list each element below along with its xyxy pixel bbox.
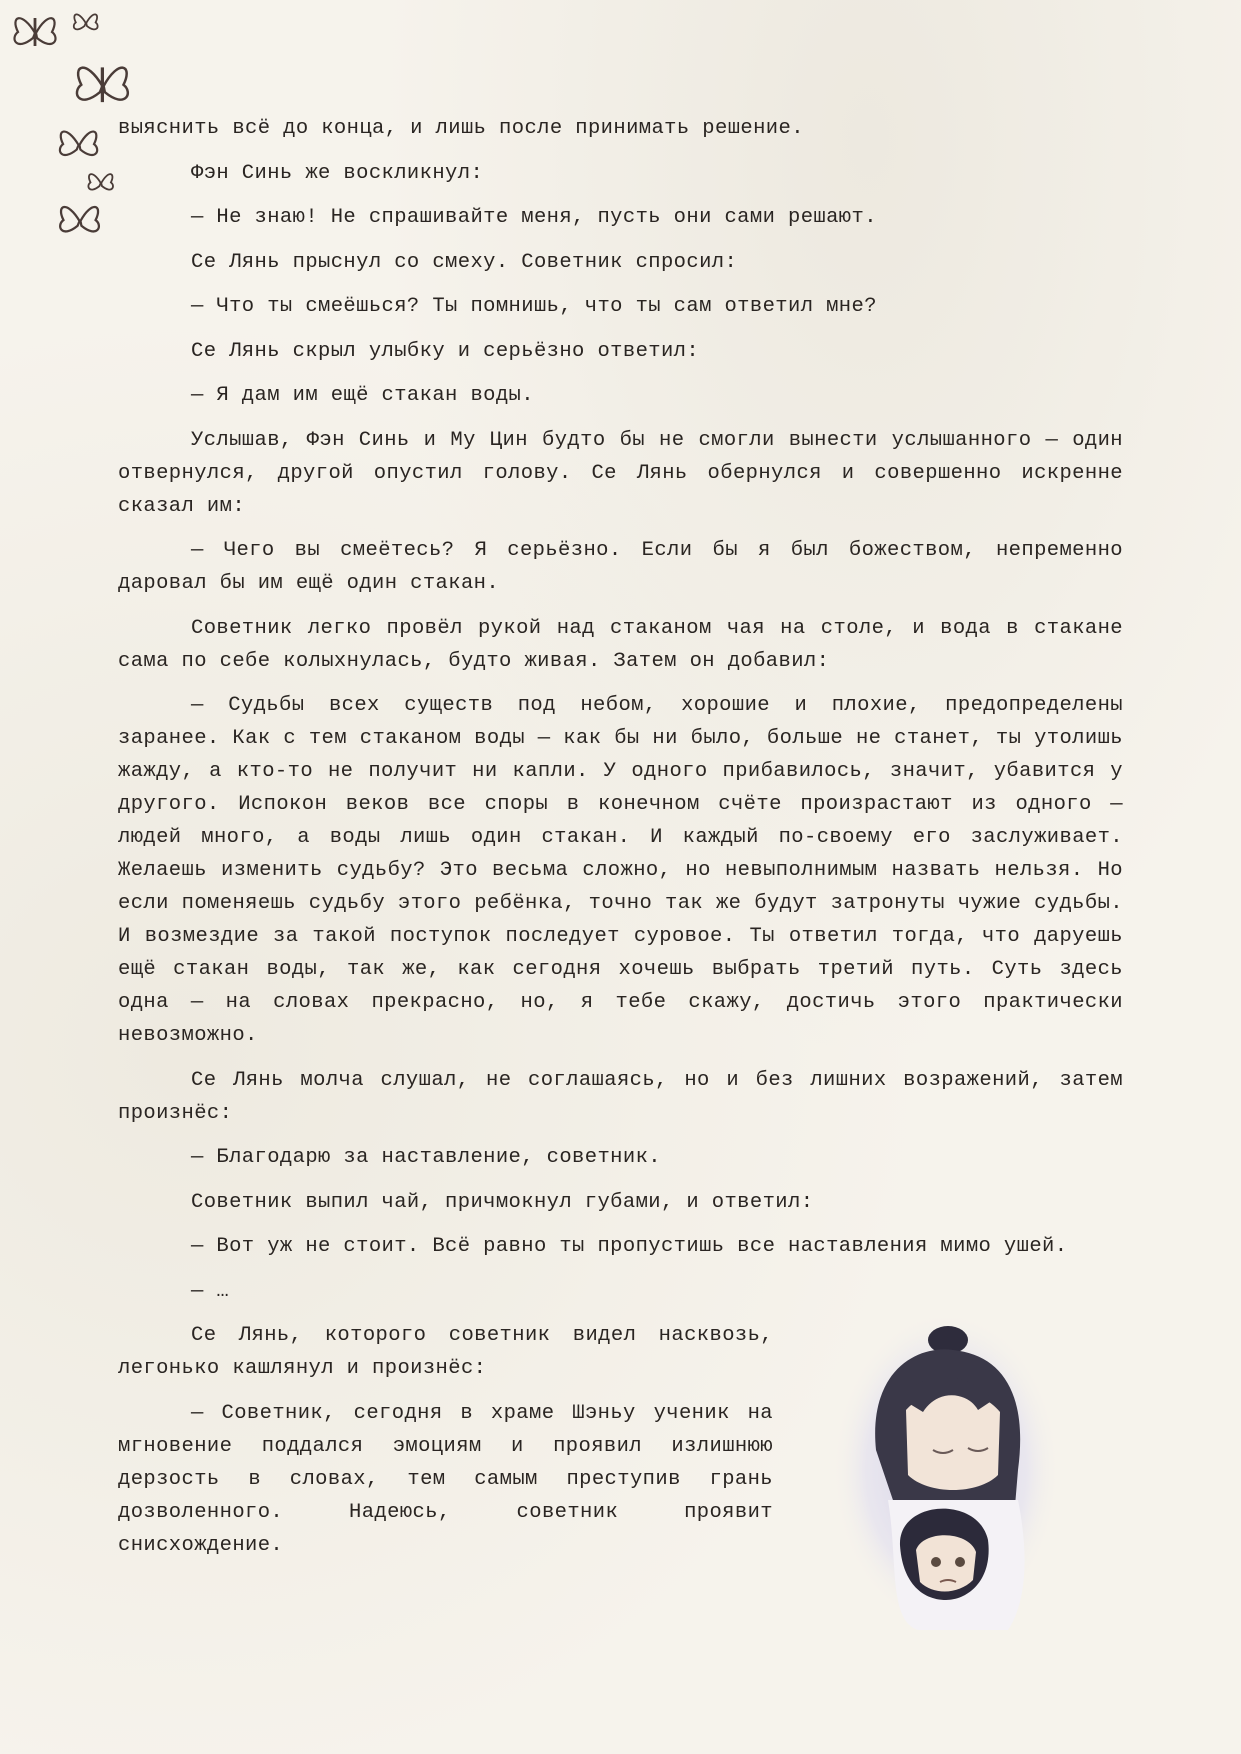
paragraph: — Советник, сегодня в храме Шэньу ученик на мгновение поддался эмоциям и проявил излишнюю дерзость в словах, тем самым преступив грань дозволенного. Надеюсь, советник проявит снисхождение.	[118, 1401, 773, 1557]
paragraph: — Не знаю! Не спрашивайте меня, пусть они сами решают.	[191, 206, 877, 229]
butterfly-icon	[54, 122, 104, 168]
butterfly-icon	[54, 196, 106, 246]
paragraph: Се Лянь скрыл улыбку и серьёзно ответил:	[191, 339, 700, 363]
paragraph: — Судьбы всех существ под небом, хорошие и плохие, предопределены заранее. Как с тем стаканом воды — как бы ни было, больше не станет, ты утолишь жажду, а кто-то не получит ни капли. У одного прибавилось, значит, убавится у другого. Испокон веков все споры в конечном счёте произрастают из одного — людей много, а воды лишь один стакан. И каждый по-своему его заслуживает. Желаешь изменить судьбу? Это весьма сложно, но невыполнимым назвать нельзя. Но если поменяешь судьбу этого ребёнка, точно так же будут затронуты чужие судьбы. И возмездие за такой поступок последует суровое. Ты ответил тогда, что даруешь ещё стакан воды, так же, как сегодня хочешь выбрать третий путь. Суть здесь одна — на словах прекрасно, но, я тебе скажу, достичь этого практически невозможно.	[118, 694, 1123, 1047]
paragraph: — …	[191, 1279, 230, 1303]
butterfly-icon	[84, 168, 118, 198]
paragraph: Се Лянь молча слушал, не соглашаясь, но и без лишних возражений, затем произнёс:	[118, 1068, 1123, 1125]
paragraph: — Что ты смеёшься? Ты помнишь, что ты сам ответил мне?	[191, 295, 877, 318]
paragraph: — Я дам им ещё стакан воды.	[191, 384, 534, 407]
paragraph: выяснить всё до конца, и лишь после принимать решение.	[118, 117, 804, 140]
paragraph: Фэн Синь же воскликнул:	[191, 161, 484, 185]
paragraph: — Благодарю за наставление, советник.	[191, 1146, 661, 1169]
paragraph: Се Лянь прыснул со смеху. Советник спросил:	[191, 250, 738, 274]
paragraph: — Вот уж не стоит. Всё равно ты пропустишь все наставления мимо ушей.	[191, 1235, 1068, 1258]
paragraph: Услышав, Фэн Синь и Му Цин будто бы не смогли вынести услышанного — один отвернулся, другой опустил голову. Се Лянь обернулся и совершенно искренне сказал им:	[118, 428, 1123, 518]
chibi-illustration	[828, 1300, 1058, 1630]
butterfly-icon	[8, 8, 63, 58]
paragraph: Се Лянь, которого советник видел насквозь, легонько кашлянул и произнёс:	[118, 1324, 773, 1380]
butterfly-icon	[70, 8, 102, 38]
paragraph: Советник выпил чай, причмокнул губами, и ответил:	[191, 1190, 814, 1214]
paragraph: — Чего вы смеётесь? Я серьёзно. Если бы я был божеством, непременно даровал бы им ещё один стакан.	[118, 539, 1123, 595]
butterfly-icon	[68, 55, 138, 117]
paragraph: Советник легко провёл рукой над стаканом чая на столе, и вода в стакане сама по себе колыхнулась, будто живая. Затем он добавил:	[118, 616, 1123, 673]
